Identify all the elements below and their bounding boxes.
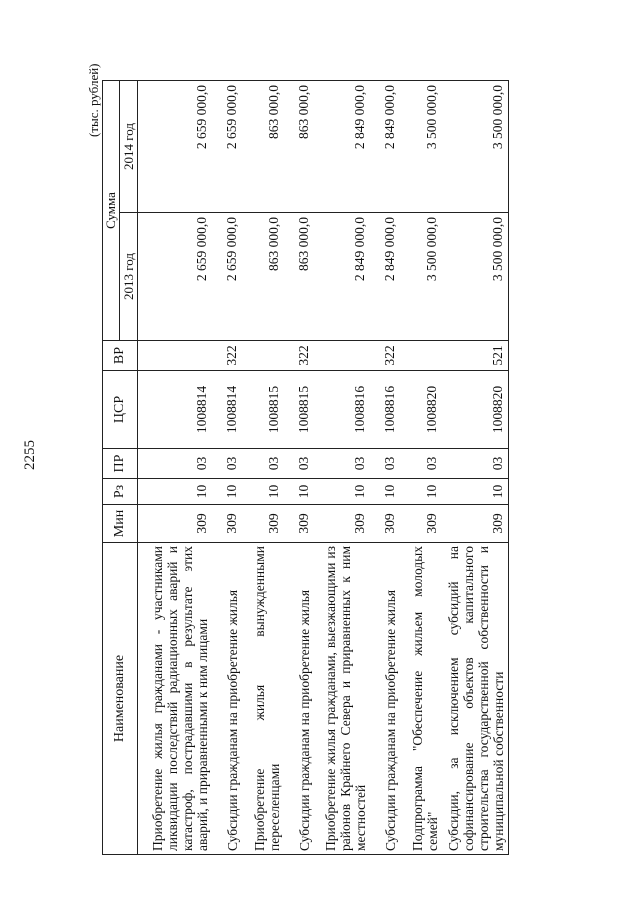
cell-vr: 322	[284, 341, 314, 371]
page-number: 2255	[22, 440, 38, 470]
budget-table	[102, 80, 509, 855]
table-row	[442, 81, 509, 855]
cell-y2013: 863 000,0	[242, 213, 284, 341]
cell-min: 309	[314, 505, 370, 543]
cell-pr: 03	[314, 449, 370, 479]
cell-y2014: 2 659 000,0	[138, 81, 212, 213]
table-row	[138, 81, 212, 855]
cell-y2014: 3 500 000,0	[442, 81, 509, 213]
table-row	[370, 81, 400, 855]
cell-name: Приобретение жилья гражданами - участниками ликвидации последствий радиационных аварий и катастроф, пострадавшими в результате этих аварий, и приравненными к ним лицами	[138, 543, 212, 855]
header-min: Мин	[103, 505, 138, 543]
cell-csr: 1008814	[212, 371, 242, 449]
cell-rz: 10	[138, 479, 212, 505]
header-rz: Рз	[103, 479, 138, 505]
header-2013: 2013 год	[120, 213, 138, 341]
cell-min: 309	[242, 505, 284, 543]
cell-min: 309	[370, 505, 400, 543]
cell-min: 309	[400, 505, 442, 543]
cell-y2013: 3 500 000,0	[400, 213, 442, 341]
cell-y2014: 863 000,0	[284, 81, 314, 213]
header-2014: 2014 год	[120, 81, 138, 213]
cell-rz: 10	[284, 479, 314, 505]
cell-csr: 1008820	[400, 371, 442, 449]
table-row	[242, 81, 284, 855]
cell-vr: 521	[442, 341, 509, 371]
cell-name: Субсидии гражданам на приобретение жилья	[284, 543, 314, 855]
cell-rz: 10	[242, 479, 284, 505]
table-row	[400, 81, 442, 855]
cell-vr: 322	[370, 341, 400, 371]
header-csr: ЦСР	[103, 371, 138, 449]
cell-name: Приобретение жилья вынужденными переселенцами	[242, 543, 284, 855]
cell-csr: 1008815	[242, 371, 284, 449]
cell-csr: 1008816	[370, 371, 400, 449]
cell-vr	[138, 341, 212, 371]
cell-rz: 10	[400, 479, 442, 505]
cell-rz: 10	[212, 479, 242, 505]
cell-pr: 03	[284, 449, 314, 479]
header-name: Наименование	[103, 543, 138, 855]
cell-y2014: 3 500 000,0	[400, 81, 442, 213]
cell-min: 309	[138, 505, 212, 543]
cell-y2013: 2 659 000,0	[212, 213, 242, 341]
cell-y2014: 2 659 000,0	[212, 81, 242, 213]
cell-pr: 03	[138, 449, 212, 479]
cell-vr	[314, 341, 370, 371]
cell-pr: 03	[242, 449, 284, 479]
cell-y2014: 2 849 000,0	[370, 81, 400, 213]
cell-vr	[242, 341, 284, 371]
cell-pr: 03	[370, 449, 400, 479]
cell-pr: 03	[400, 449, 442, 479]
cell-y2013: 2 849 000,0	[314, 213, 370, 341]
table-row	[314, 81, 370, 855]
cell-vr	[400, 341, 442, 371]
table-row	[212, 81, 242, 855]
cell-csr: 1008816	[314, 371, 370, 449]
cell-pr: 03	[212, 449, 242, 479]
cell-name: Субсидии гражданам на приобретение жилья	[370, 543, 400, 855]
cell-pr: 03	[442, 449, 509, 479]
header-vr: ВР	[103, 341, 138, 371]
cell-name: Подпрограмма "Обеспечение жильем молодых семей"	[400, 543, 442, 855]
cell-vr: 322	[212, 341, 242, 371]
cell-rz: 10	[442, 479, 509, 505]
header-pr: ПР	[103, 449, 138, 479]
cell-name: Субсидии, за исключением субсидий на софинансирование объектов капитального строительства государственной собственности и муниципальной собственности	[442, 543, 509, 855]
cell-y2013: 2 849 000,0	[370, 213, 400, 341]
cell-y2014: 863 000,0	[242, 81, 284, 213]
cell-csr: 1008815	[284, 371, 314, 449]
cell-rz: 10	[314, 479, 370, 505]
cell-y2013: 863 000,0	[284, 213, 314, 341]
cell-y2013: 2 659 000,0	[138, 213, 212, 341]
cell-min: 309	[284, 505, 314, 543]
cell-name: Субсидии гражданам на приобретение жилья	[212, 543, 242, 855]
cell-min: 309	[442, 505, 509, 543]
cell-rz: 10	[370, 479, 400, 505]
cell-csr: 1008820	[442, 371, 509, 449]
cell-y2013: 3 500 000,0	[442, 213, 509, 341]
units-label: (тыс. рублей)	[86, 63, 101, 137]
cell-csr: 1008814	[138, 371, 212, 449]
cell-name: Приобретение жилья гражданами, выезжающими из районов Крайнего Севера и приравненных к ним местностей	[314, 543, 370, 855]
header-sum: Сумма	[103, 81, 120, 341]
cell-y2014: 2 849 000,0	[314, 81, 370, 213]
table-row	[284, 81, 314, 855]
cell-min: 309	[212, 505, 242, 543]
